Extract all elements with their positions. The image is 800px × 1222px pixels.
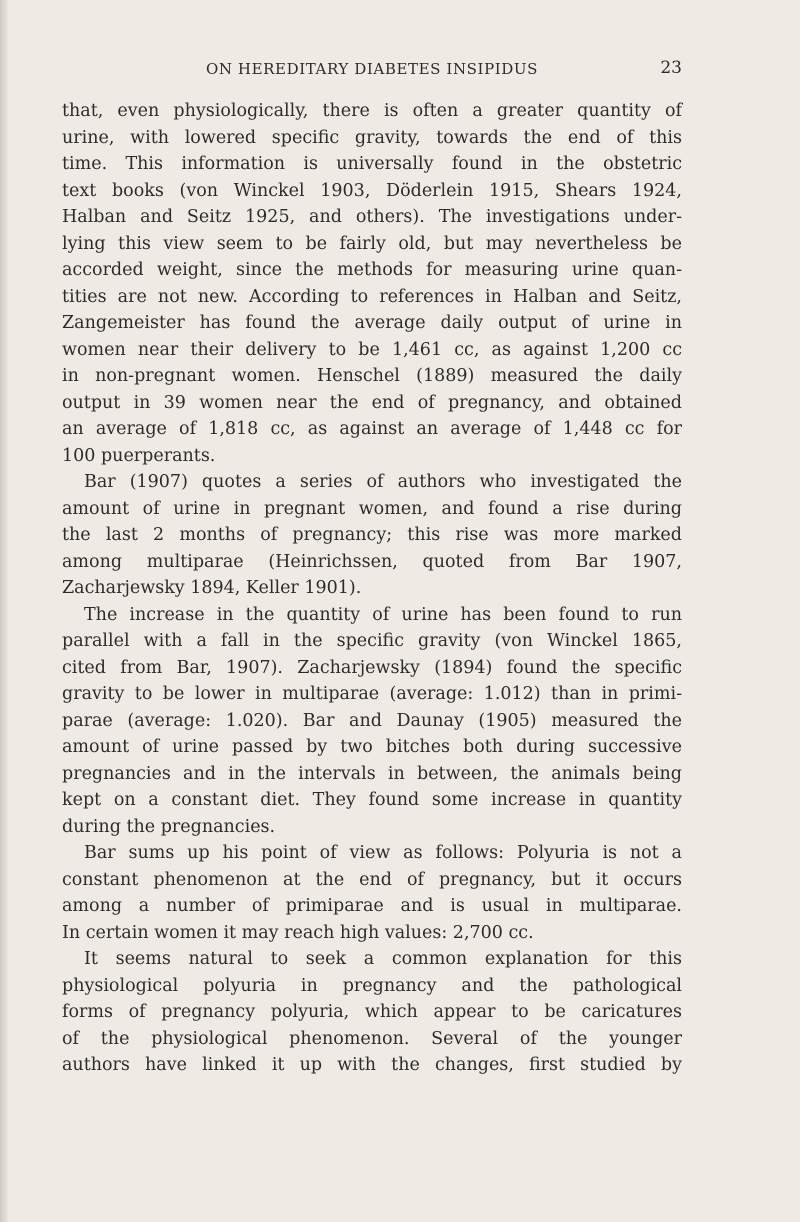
text-line: Zacharjewsky 1894, Keller 1901).	[62, 578, 362, 598]
text-line: kept on a constant diet. They found some increase in quantity	[62, 790, 682, 810]
text-line: authors have linked it up with the changes, first studied by	[62, 1055, 682, 1075]
text-line: of the physiological phenomenon. Several of the younger	[62, 1028, 682, 1049]
text-line: Bar (1907) quotes a series of authors who investigated the	[84, 472, 682, 492]
page-edge-shadow	[0, 0, 8, 1222]
paragraph	[62, 602, 682, 841]
paragraph	[62, 946, 682, 1079]
text-line: physiological polyuria in pregnancy and the pathological	[62, 975, 682, 996]
text-line: Halban and Seitz 1925, and others). The investigations under-	[62, 207, 682, 227]
text-line: among multiparae (Heinrichssen, quoted from Bar 1907,	[62, 551, 682, 572]
text-line: urine, with lowered specific gravity, towards the end of this	[62, 127, 682, 148]
page-header	[62, 58, 682, 88]
text-line: amount of urine passed by two bitches both during successive	[62, 737, 682, 757]
text-line: an average of 1,818 cc, as against an average of 1,448 cc for	[62, 419, 682, 439]
text-line: among a number of primiparae and is usual in multiparae.	[62, 896, 682, 916]
text-line: gravity to be lower in multiparae (average: 1.012) than in primi-	[62, 684, 682, 704]
text-line: time. This information is universally found in the obstetric	[62, 154, 682, 174]
text-line: text books (von Winckel 1903, Döderlein 1915, Shears 1924,	[62, 180, 682, 201]
text-line: the last 2 months of pregnancy; this rise was more marked	[62, 525, 682, 545]
text-line: accorded weight, since the methods for measuring urine quan-	[62, 260, 682, 280]
paragraph	[62, 469, 682, 602]
text-line: women near their delivery to be 1,461 cc, as against 1,200 cc	[62, 339, 682, 360]
page-number: 23	[660, 58, 682, 78]
text-line: output in 39 women near the end of pregnancy, and obtained	[62, 392, 682, 413]
text-line: 100 puerperants.	[62, 445, 216, 466]
text-line: amount of urine in pregnant women, and found a rise during	[62, 498, 682, 519]
paragraph	[62, 840, 682, 946]
text-line: In certain women it may reach high values: 2,700 cc.	[62, 922, 534, 943]
text-line: during the pregnancies.	[62, 816, 276, 837]
text-line: lying this view seem to be fairly old, but may nevertheless be	[62, 233, 682, 254]
text-line: forms of pregnancy polyuria, which appear to be caricatures	[62, 1002, 682, 1022]
text-line: Bar sums up his point of view as follows: Polyuria is not a	[84, 843, 682, 863]
text-line: It seems natural to seek a common explanation for this	[84, 949, 682, 969]
body-text	[62, 98, 682, 1079]
text-line: parallel with a fall in the specific gravity (von Winckel 1865,	[62, 631, 682, 651]
running-title: ON HEREDITARY DIABETES INSIPIDUS	[205, 60, 539, 78]
text-line: tities are not new. According to references in Halban and Seitz,	[62, 286, 682, 307]
text-line: parae (average: 1.020). Bar and Daunay (1905) measured the	[62, 710, 682, 731]
paragraph	[62, 98, 682, 469]
text-line: constant phenomenon at the end of pregnancy, but it occurs	[62, 869, 682, 890]
text-line: in non-pregnant women. Henschel (1889) measured the daily	[62, 366, 682, 386]
text-line: pregnancies and in the intervals in between, the animals being	[62, 763, 682, 784]
text-line: that, even physiologically, there is often a greater quantity of	[62, 101, 682, 121]
text-line: cited from Bar, 1907). Zacharjewsky (1894) found the specific	[62, 657, 682, 678]
text-line: Zangemeister has found the average daily output of urine in	[62, 313, 682, 333]
text-line: The increase in the quantity of urine has been found to run	[84, 604, 682, 625]
